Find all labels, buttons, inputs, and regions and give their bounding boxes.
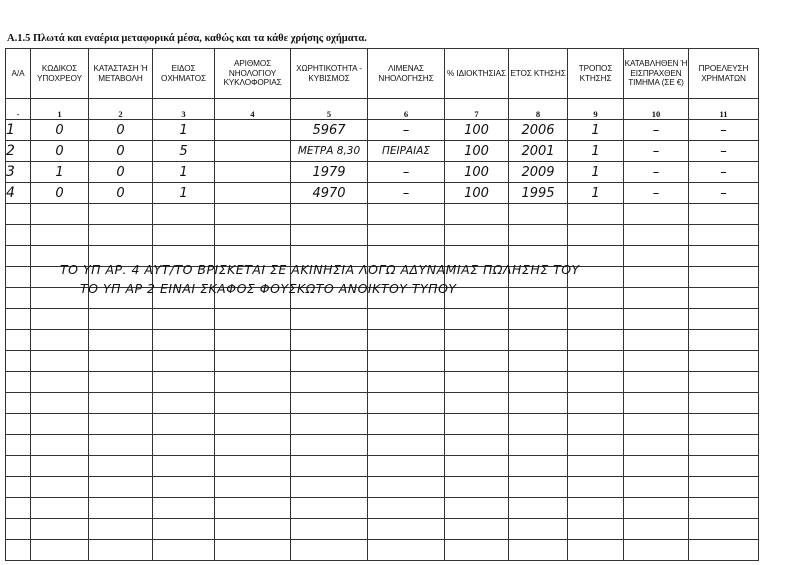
empty-cell [445, 309, 509, 330]
cell-pososto: 100 [445, 141, 509, 162]
empty-row [6, 204, 759, 225]
empty-cell [89, 330, 153, 351]
empty-cell [568, 351, 624, 372]
handwritten-note: ΤΟ ΥΠ ΑΡ 2 ΕΙΝΑΙ ΣΚΑΦΟΣ ΦΟΥΣΚΩΤΟ ΑΝΟΙΚΤΟΥ ΤΥΠΟΥ [80, 281, 457, 296]
empty-cell [153, 414, 215, 435]
empty-cell [624, 351, 689, 372]
cell-eidos: 1 [153, 120, 215, 141]
empty-cell [445, 498, 509, 519]
empty-cell [89, 477, 153, 498]
col-number: 3 [153, 99, 215, 120]
empty-cell [153, 519, 215, 540]
col-number: 5 [291, 99, 368, 120]
empty-cell [215, 498, 291, 519]
empty-cell [6, 498, 31, 519]
cell-xoritikotita: 5967 [291, 120, 368, 141]
empty-cell [6, 456, 31, 477]
empty-cell [153, 204, 215, 225]
empty-cell [6, 288, 31, 309]
empty-cell [509, 309, 568, 330]
empty-cell [689, 246, 759, 267]
cell-aa: 2 [6, 141, 31, 162]
empty-cell [445, 330, 509, 351]
empty-cell [689, 540, 759, 561]
empty-cell [89, 414, 153, 435]
col-header-tropos: ΤΡΟΠΟΣ ΚΤΗΣΗΣ [568, 49, 624, 99]
empty-cell [568, 498, 624, 519]
empty-cell [153, 540, 215, 561]
empty-cell [624, 330, 689, 351]
empty-cell [153, 351, 215, 372]
empty-row [6, 351, 759, 372]
empty-cell [6, 372, 31, 393]
empty-cell [291, 351, 368, 372]
empty-cell [215, 330, 291, 351]
empty-cell [509, 372, 568, 393]
cell-katastasi: 0 [89, 120, 153, 141]
empty-cell [368, 414, 445, 435]
empty-cell [445, 456, 509, 477]
col-number: 7 [445, 99, 509, 120]
vehicles-table [5, 48, 759, 561]
empty-cell [215, 204, 291, 225]
empty-cell [368, 351, 445, 372]
cell-limenas: ΠΕΙΡΑΙΑΣ [368, 141, 445, 162]
empty-cell [153, 435, 215, 456]
cell-kodikos: 0 [31, 120, 89, 141]
empty-row [6, 372, 759, 393]
empty-cell [215, 309, 291, 330]
empty-cell [89, 393, 153, 414]
empty-cell [89, 351, 153, 372]
empty-row [6, 225, 759, 246]
cell-timima: – [624, 120, 689, 141]
empty-cell [31, 414, 89, 435]
empty-cell [689, 435, 759, 456]
empty-cell [689, 519, 759, 540]
empty-cell [568, 519, 624, 540]
empty-cell [89, 519, 153, 540]
col-number: - [6, 99, 31, 120]
cell-aa: 3 [6, 162, 31, 183]
empty-cell [509, 414, 568, 435]
empty-cell [89, 372, 153, 393]
empty-cell [368, 330, 445, 351]
empty-cell [31, 351, 89, 372]
col-number: 11 [689, 99, 759, 120]
cell-arithmos [215, 141, 291, 162]
cell-arithmos [215, 183, 291, 204]
empty-cell [568, 435, 624, 456]
col-header-timima: ΚΑΤΑΒΛΗΘΕΝ Ή ΕΙΣΠΡΑΧΘΕΝ ΤΙΜΗΜΑ (ΣΕ €) [624, 49, 689, 99]
empty-cell [368, 498, 445, 519]
empty-cell [6, 225, 31, 246]
empty-cell [368, 309, 445, 330]
empty-cell [689, 351, 759, 372]
empty-cell [31, 309, 89, 330]
empty-cell [689, 414, 759, 435]
empty-cell [689, 456, 759, 477]
cell-arithmos [215, 162, 291, 183]
empty-cell [31, 498, 89, 519]
empty-cell [509, 393, 568, 414]
col-header-proeleusi: ΠΡΟΕΛΕΥΣΗ ΧΡΗΜΑΤΩΝ [689, 49, 759, 99]
cell-katastasi: 0 [89, 162, 153, 183]
empty-cell [31, 477, 89, 498]
empty-row [6, 414, 759, 435]
table-row [6, 162, 759, 183]
table-row [6, 141, 759, 162]
empty-cell [6, 330, 31, 351]
col-number: 9 [568, 99, 624, 120]
empty-cell [568, 204, 624, 225]
empty-cell [6, 435, 31, 456]
empty-cell [89, 498, 153, 519]
col-header-etos: ΕΤΟΣ ΚΤΗΣΗΣ [509, 49, 568, 99]
empty-cell [215, 435, 291, 456]
cell-proeleusi: – [689, 162, 759, 183]
cell-katastasi: 0 [89, 183, 153, 204]
cell-aa: 4 [6, 183, 31, 204]
empty-cell [31, 519, 89, 540]
empty-cell [291, 414, 368, 435]
empty-cell [153, 225, 215, 246]
cell-xoritikotita: 4970 [291, 183, 368, 204]
cell-pososto: 100 [445, 120, 509, 141]
empty-cell [568, 393, 624, 414]
empty-cell [89, 435, 153, 456]
empty-cell [215, 351, 291, 372]
empty-cell [624, 246, 689, 267]
empty-cell [6, 414, 31, 435]
empty-row [6, 477, 759, 498]
empty-cell [509, 351, 568, 372]
cell-timima: – [624, 141, 689, 162]
empty-row [6, 435, 759, 456]
empty-cell [291, 204, 368, 225]
empty-cell [291, 519, 368, 540]
empty-row [6, 498, 759, 519]
header-row [6, 49, 759, 99]
empty-cell [291, 225, 368, 246]
cell-arithmos [215, 120, 291, 141]
cell-tropos: 1 [568, 141, 624, 162]
empty-cell [291, 456, 368, 477]
empty-cell [368, 519, 445, 540]
empty-cell [153, 477, 215, 498]
empty-cell [368, 477, 445, 498]
empty-cell [624, 477, 689, 498]
empty-cell [6, 393, 31, 414]
empty-cell [689, 204, 759, 225]
empty-cell [6, 246, 31, 267]
cell-etos: 2006 [509, 120, 568, 141]
empty-cell [291, 393, 368, 414]
cell-proeleusi: – [689, 183, 759, 204]
empty-row [6, 330, 759, 351]
empty-cell [31, 435, 89, 456]
cell-limenas: – [368, 183, 445, 204]
empty-cell [153, 309, 215, 330]
col-header-pososto: % ΙΔΙΟΚΤΗΣΙΑΣ [445, 49, 509, 99]
empty-cell [624, 456, 689, 477]
empty-cell [291, 372, 368, 393]
empty-cell [624, 372, 689, 393]
column-number-row [6, 99, 759, 120]
cell-xoritikotita: ΜΕΤΡΑ 8,30 [291, 141, 368, 162]
empty-cell [368, 435, 445, 456]
empty-cell [689, 330, 759, 351]
empty-cell [689, 309, 759, 330]
table-row [6, 120, 759, 141]
cell-tropos: 1 [568, 183, 624, 204]
empty-cell [568, 414, 624, 435]
empty-cell [368, 372, 445, 393]
empty-row [6, 393, 759, 414]
empty-cell [568, 288, 624, 309]
col-number: 10 [624, 99, 689, 120]
empty-cell [689, 288, 759, 309]
empty-cell [624, 540, 689, 561]
empty-cell [153, 330, 215, 351]
empty-cell [624, 309, 689, 330]
empty-cell [445, 435, 509, 456]
cell-eidos: 1 [153, 162, 215, 183]
empty-cell [445, 372, 509, 393]
empty-cell [89, 225, 153, 246]
empty-cell [368, 540, 445, 561]
empty-cell [291, 477, 368, 498]
cell-eidos: 1 [153, 183, 215, 204]
cell-tropos: 1 [568, 162, 624, 183]
cell-aa: 1 [6, 120, 31, 141]
empty-cell [445, 414, 509, 435]
empty-cell [153, 393, 215, 414]
empty-cell [624, 498, 689, 519]
col-header-arithmos: ΑΡΙΘΜΟΣ ΝΗΟΛΟΓΙΟΥ ΚΥΚΛΟΦΟΡΙΑΣ [215, 49, 291, 99]
col-number: 8 [509, 99, 568, 120]
cell-etos: 2001 [509, 141, 568, 162]
cell-pososto: 100 [445, 183, 509, 204]
cell-tropos: 1 [568, 120, 624, 141]
empty-cell [509, 204, 568, 225]
empty-cell [31, 393, 89, 414]
cell-timima: – [624, 183, 689, 204]
empty-row [6, 519, 759, 540]
empty-cell [215, 393, 291, 414]
empty-cell [6, 477, 31, 498]
empty-cell [31, 372, 89, 393]
cell-kodikos: 1 [31, 162, 89, 183]
empty-cell [215, 540, 291, 561]
empty-cell [568, 477, 624, 498]
col-number: 4 [215, 99, 291, 120]
empty-cell [6, 309, 31, 330]
empty-cell [624, 267, 689, 288]
col-header-xoritikotita: ΧΩΡΗΤΙΚΟΤΗΤΑ - ΚΥΒΙΣΜΟΣ [291, 49, 368, 99]
empty-cell [89, 309, 153, 330]
empty-cell [509, 540, 568, 561]
empty-cell [624, 393, 689, 414]
col-header-katastasi: ΚΑΤΑΣΤΑΣΗ Ή ΜΕΤΑΒΟΛΗ [89, 49, 153, 99]
cell-katastasi: 0 [89, 141, 153, 162]
empty-cell [153, 498, 215, 519]
empty-cell [568, 309, 624, 330]
empty-cell [445, 519, 509, 540]
empty-cell [624, 288, 689, 309]
empty-cell [291, 330, 368, 351]
empty-cell [215, 456, 291, 477]
empty-cell [689, 225, 759, 246]
empty-cell [215, 225, 291, 246]
empty-cell [624, 414, 689, 435]
empty-cell [509, 435, 568, 456]
empty-cell [368, 456, 445, 477]
empty-cell [215, 414, 291, 435]
empty-cell [215, 372, 291, 393]
empty-cell [509, 225, 568, 246]
empty-cell [291, 435, 368, 456]
empty-cell [153, 372, 215, 393]
empty-cell [215, 519, 291, 540]
empty-cell [568, 456, 624, 477]
col-number: 6 [368, 99, 445, 120]
empty-cell [568, 372, 624, 393]
cell-kodikos: 0 [31, 141, 89, 162]
empty-cell [368, 393, 445, 414]
empty-cell [624, 204, 689, 225]
empty-cell [89, 540, 153, 561]
empty-cell [31, 540, 89, 561]
empty-row [6, 456, 759, 477]
col-header-kodikos: ΚΩΔΙΚΟΣ ΥΠΟΧΡΕΟΥ [31, 49, 89, 99]
col-number: 1 [31, 99, 89, 120]
empty-cell [509, 288, 568, 309]
cell-pososto: 100 [445, 162, 509, 183]
cell-xoritikotita: 1979 [291, 162, 368, 183]
empty-cell [6, 204, 31, 225]
empty-cell [31, 456, 89, 477]
empty-cell [31, 225, 89, 246]
cell-limenas: – [368, 162, 445, 183]
empty-cell [291, 540, 368, 561]
empty-cell [368, 204, 445, 225]
empty-cell [568, 330, 624, 351]
empty-cell [689, 498, 759, 519]
col-header-eidos: ΕΙΔΟΣ ΟΧΗΜΑΤΟΣ [153, 49, 215, 99]
empty-cell [368, 225, 445, 246]
empty-cell [445, 393, 509, 414]
empty-cell [689, 267, 759, 288]
table-row [6, 183, 759, 204]
cell-eidos: 5 [153, 141, 215, 162]
empty-cell [215, 477, 291, 498]
cell-etos: 2009 [509, 162, 568, 183]
empty-cell [445, 477, 509, 498]
empty-cell [445, 351, 509, 372]
empty-cell [689, 477, 759, 498]
empty-cell [509, 519, 568, 540]
empty-cell [89, 456, 153, 477]
empty-cell [689, 372, 759, 393]
empty-cell [291, 309, 368, 330]
empty-cell [624, 225, 689, 246]
cell-limenas: – [368, 120, 445, 141]
empty-cell [6, 519, 31, 540]
col-number: 2 [89, 99, 153, 120]
section-title: A.1.5 Πλωτά και εναέρια μεταφορικά μέσα, καθώς και τα κάθε χρήσης οχήματα. [7, 33, 367, 44]
empty-cell [509, 498, 568, 519]
empty-cell [509, 330, 568, 351]
empty-cell [445, 540, 509, 561]
empty-cell [509, 456, 568, 477]
col-header-limenas: ΛΙΜΕΝΑΣ ΝΗΟΛΟΓΗΣΗΣ [368, 49, 445, 99]
cell-proeleusi: – [689, 120, 759, 141]
empty-cell [509, 477, 568, 498]
empty-row [6, 540, 759, 561]
cell-kodikos: 0 [31, 183, 89, 204]
empty-cell [689, 393, 759, 414]
empty-cell [445, 225, 509, 246]
empty-cell [445, 204, 509, 225]
empty-row [6, 309, 759, 330]
empty-cell [291, 498, 368, 519]
empty-cell [31, 330, 89, 351]
empty-cell [153, 456, 215, 477]
empty-cell [6, 267, 31, 288]
empty-cell [624, 435, 689, 456]
empty-cell [6, 540, 31, 561]
empty-cell [31, 204, 89, 225]
empty-cell [568, 540, 624, 561]
empty-cell [89, 204, 153, 225]
cell-proeleusi: – [689, 141, 759, 162]
empty-cell [568, 225, 624, 246]
empty-cell [624, 519, 689, 540]
cell-etos: 1995 [509, 183, 568, 204]
handwritten-note: ΤΟ ΥΠ ΑΡ. 4 ΑΥΤ/ΤΟ ΒΡΙΣΚΕΤΑΙ ΣΕ ΑΚΙΝΗΣΙΑ ΛΟΓΩ ΑΔΥΝΑΜΙΑΣ ΠΩΛΗΣΗΣ ΤΟΥ [60, 262, 580, 277]
cell-timima: – [624, 162, 689, 183]
empty-cell [6, 351, 31, 372]
col-header-aa: Α/Α [6, 49, 31, 99]
